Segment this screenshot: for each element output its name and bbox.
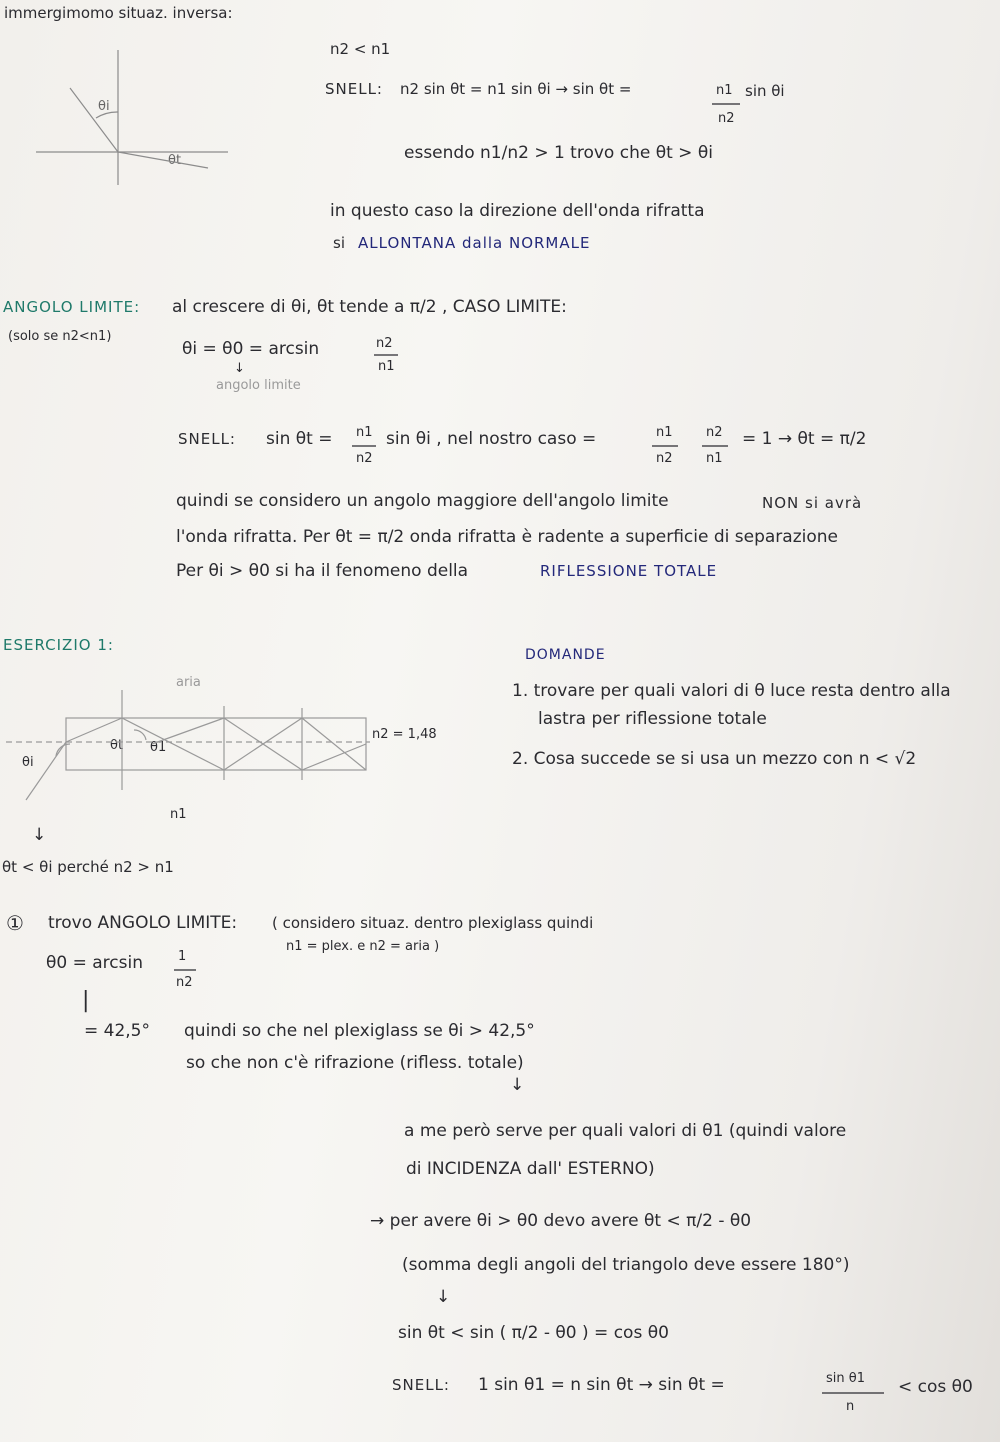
step-1-title: trovo ANGOLO LIMITE: <box>48 913 238 933</box>
non-rifrazione: so che non c'è rifrazione (rifless. totale) <box>186 1053 524 1073</box>
theta0-value: = 42,5° <box>84 1021 150 1041</box>
solo-se-note: (solo se n2<n1) <box>8 329 112 344</box>
allontana-prefix: si <box>333 234 345 252</box>
slab-diagram <box>6 690 370 800</box>
condition-n2-less-n1: n2 < n1 <box>330 40 391 58</box>
quindi-plexiglass: quindi so che nel plexiglass se θi > 42,5° <box>184 1021 535 1041</box>
snell3-num: sin θ1 <box>826 1371 865 1386</box>
diagram-n2-label: n2 = 1,48 <box>372 727 437 742</box>
angolo-limite-heading: ANGOLO LIMITE: <box>3 298 141 316</box>
a-me-line-a: a me però serve per quali valori di θ1 (quindi valore <box>404 1121 847 1141</box>
snell3-tail: < cos θ0 <box>898 1377 973 1397</box>
question-2: 2. Cosa succede se si usa un mezzo con n < √2 <box>512 749 917 769</box>
per-avere: → per avere θi > θ0 devo avere θt < π/2 - θ0 <box>370 1211 752 1231</box>
quindi-line-2: l'onda rifratta. Per θt = π/2 onda rifratta è radente a superficie di separazione <box>176 527 838 547</box>
quindi-line-3: Per θi > θ0 si ha il fenomeno della <box>176 561 469 581</box>
snell-fraction-num: n1 <box>716 83 733 98</box>
snell2-eq-a: sin θt = <box>266 429 333 449</box>
refraction-sketch <box>36 50 228 185</box>
snell3-den: n <box>846 1399 855 1414</box>
theta-t-less-theta-i: θt < θi perché n2 > n1 <box>2 858 174 876</box>
snell3-eq: 1 sin θ1 = n sin θt → sin θt = <box>478 1375 725 1395</box>
theta0-den: n2 <box>176 975 193 990</box>
somma-angoli: (somma degli angoli del triangolo deve essere 180°) <box>402 1255 850 1275</box>
snell-equation: n2 sin θt = n1 sin θi → sin θt = <box>400 80 632 98</box>
snell2-den3: n1 <box>706 451 723 466</box>
snell2-label: SNELL: <box>178 430 236 448</box>
down-arrow: ↓ <box>234 361 245 376</box>
riflessione-totale: RIFLESSIONE TOTALE <box>540 562 718 580</box>
arcsin-equation: θi = θ0 = arcsin <box>182 339 320 359</box>
domande-title: DOMANDE <box>525 647 606 663</box>
snell2-num3: n2 <box>706 425 723 440</box>
snell2-num2: n1 <box>656 425 673 440</box>
snell-fraction-den: n2 <box>718 111 735 126</box>
question-1-line-a: 1. trovare per quali valori di θ luce resta dentro alla <box>512 681 951 701</box>
diagram-theta-1: θ1 <box>150 740 167 755</box>
down-arrow-1: ↓ <box>510 1075 525 1095</box>
question-1-line-b: lastra per riflessione totale <box>538 709 767 729</box>
theta0-num: 1 <box>178 949 187 964</box>
sketch-theta-t: θt <box>168 153 182 168</box>
caso-text: in questo caso la direzione dell'onda rifratta <box>330 201 705 221</box>
diagram-aria-label: aria <box>176 675 201 690</box>
diagram-n1-label: n1 <box>170 807 187 822</box>
step-1-note-a: ( considero situaz. dentro plexiglass quindi <box>272 914 594 932</box>
snell2-tail: = 1 → θt = π/2 <box>742 429 867 449</box>
down-arrow-2: ↓ <box>436 1287 451 1307</box>
quindi-line-1b: NON si avrà <box>762 494 863 512</box>
arcsin-den: n1 <box>378 359 395 374</box>
a-me-line-b: di INCIDENZA dall' ESTERNO) <box>406 1159 655 1179</box>
essendo-text: essendo n1/n2 > 1 trovo che θt > θi <box>404 143 713 163</box>
top-line: immergimomo situaz. inversa: <box>4 4 233 22</box>
diagram-theta-t: θt <box>110 738 124 753</box>
diagram-theta-i: θi <box>22 755 34 770</box>
allontana-normale: ALLONTANA dalla NORMALE <box>358 234 591 252</box>
snell2-eq-b: sin θi , nel nostro caso = <box>386 429 597 449</box>
snell-fraction-tail: sin θi <box>745 82 785 100</box>
snell3-label: SNELL: <box>392 1376 450 1394</box>
sketch-theta-i: θi <box>98 99 110 114</box>
vertical-bar: | <box>82 988 90 1013</box>
esercizio-heading: ESERCIZIO 1: <box>3 636 114 654</box>
quindi-line-1: quindi se considero un angolo maggiore dell'angolo limite <box>176 491 669 511</box>
snell2-num: n1 <box>356 425 373 440</box>
sin-inequality: sin θt < sin ( π/2 - θ0 ) = cos θ0 <box>398 1323 669 1343</box>
angolo-limite-heading-rest: al crescere di θi, θt tende a π/2 , CASO LIMITE: <box>172 297 567 317</box>
angolo-limite-annotation: angolo limite <box>216 378 301 393</box>
snell2-den: n2 <box>356 451 373 466</box>
step-1-note-b: n1 = plex. e n2 = aria ) <box>286 939 440 954</box>
below-arrow: ↓ <box>32 825 47 845</box>
step-1-number: ① <box>6 911 24 935</box>
arcsin-num: n2 <box>376 336 393 351</box>
theta0-eq: θ0 = arcsin <box>46 953 144 973</box>
snell2-den2: n2 <box>656 451 673 466</box>
snell-label: SNELL: <box>325 80 383 98</box>
